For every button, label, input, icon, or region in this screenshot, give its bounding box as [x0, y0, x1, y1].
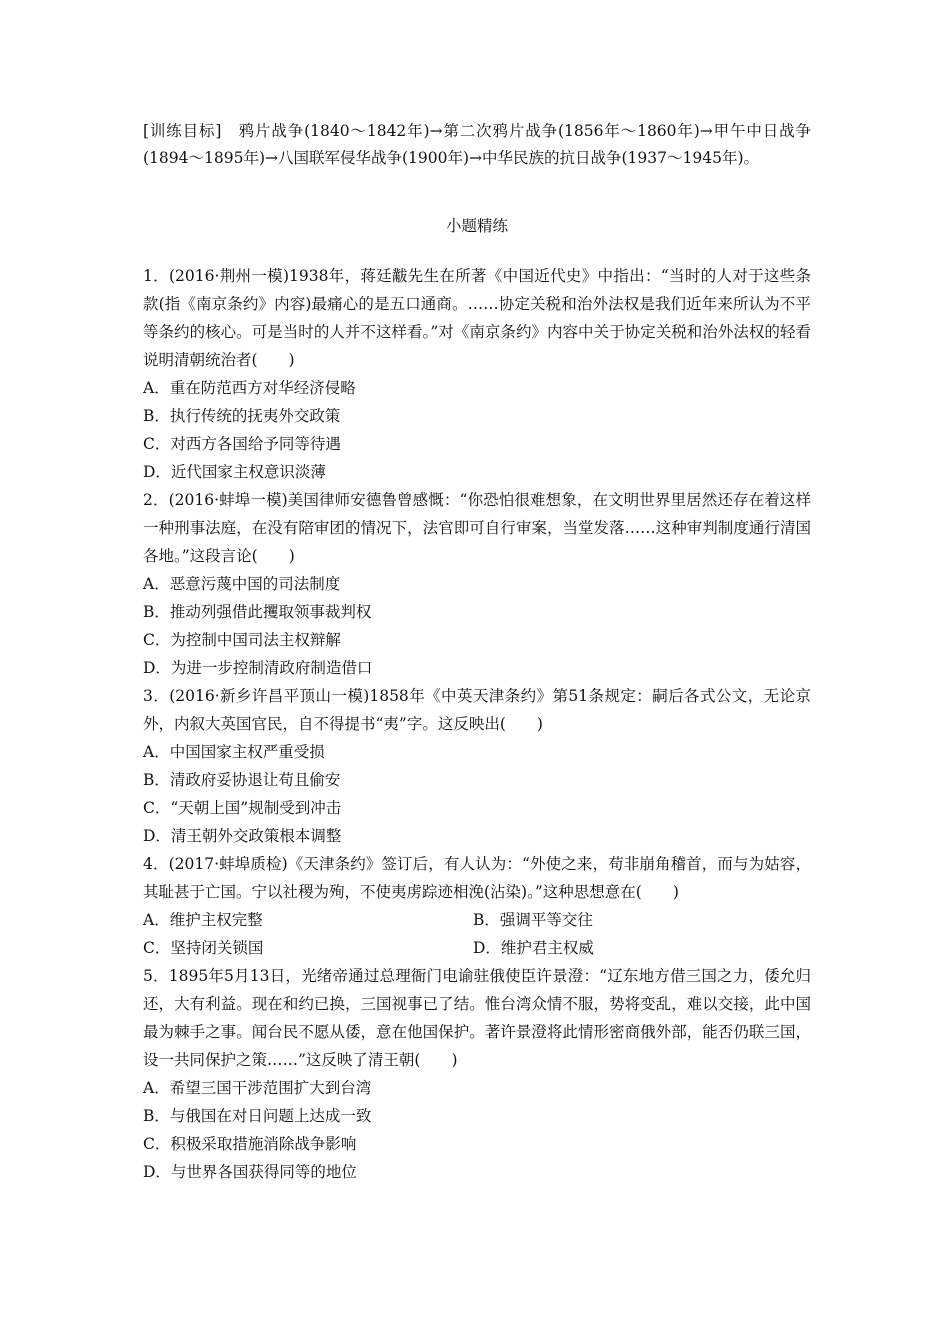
- question-stem: 1．(2016·荆州一模)1938年，蒋廷黻先生在所著《中国近代史》中指出：“当时的人对于这些条款(指《南京条约》内容)最痛心的是五口通商。……协定关税和治外法权是我们近年来所认为不平等条约的核心。可是当时的人并不这样看。”对《南京条约》内容中关于协定关税和治外法权的轻看说明清朝统治者( ): [143, 267, 811, 369]
- question-5: [143, 962, 811, 1186]
- option-b: B．清政府妥协退让苟且偷安: [143, 771, 341, 789]
- option-a: A．恶意污蔑中国的司法制度: [143, 575, 341, 593]
- option-row: [143, 934, 811, 962]
- question-stem: 5．1895年5月13日，光绪帝通过总理衙门电谕驻俄使臣许景澄：“辽东地方借三国之力，倭允归还，大有利益。现在和约已换，三国视事已了结。惟台湾众情不服，势将变乱，难以交接，此中国最为棘手之事。闻台民不愿从倭，意在他国保护。著许景澄将此情形密商俄外部，能否仍联三国，设一共同保护之策……”这反映了清王朝( ): [143, 967, 811, 1069]
- option-b: B．强调平等交往: [473, 911, 593, 929]
- option-d: D．为进一步控制清政府制造借口: [143, 659, 373, 677]
- option-row: [143, 906, 811, 934]
- question-4: [143, 850, 811, 962]
- option-d: D．与世界各国获得同等的地位: [143, 1163, 357, 1181]
- option-d: D．维护君主权威: [473, 939, 594, 957]
- option-d: D．清王朝外交政策根本调整: [143, 827, 342, 845]
- question-stem: 4．(2017·蚌埠质检)《天津条约》签订后，有人认为：“外使之来，苟非崩角稽首，而与为姑容，其耻甚于亡国。宁以社稷为殉，不使夷虏踪迹相浼(沾染)。”这种思想意在( ): [143, 855, 811, 901]
- training-goal: [训练目标] 鸦片战争(1840～1842年)→第二次鸦片战争(1856年～1860年)→甲午中日战争(1894～1895年)→八国联军侵华战争(1900年)→中华民族的抗日战争(1937～1945年)。: [143, 122, 811, 167]
- section-title: 小题精练: [445, 217, 508, 235]
- document-page: [143, 118, 811, 1186]
- question-1: [143, 262, 811, 486]
- option-c: C．对西方各国给予同等待遇: [143, 435, 341, 453]
- option-c: C．为控制中国司法主权辩解: [143, 631, 341, 649]
- option-b: B．与俄国在对日问题上达成一致: [143, 1107, 372, 1125]
- question-2: [143, 486, 811, 682]
- option-a: A．希望三国干涉范围扩大到台湾: [143, 1079, 372, 1097]
- option-b: B．推动列强借此攫取领事裁判权: [143, 603, 372, 621]
- option-b: B．执行传统的抚夷外交政策: [143, 407, 341, 425]
- option-a: A．中国国家主权严重受损: [143, 743, 325, 761]
- question-stem: 2．(2016·蚌埠一模)美国律师安德鲁曾感慨：“你恐怕很难想象，在文明世界里居然还存在着这样一种刑事法庭，在没有陪审团的情况下，法官即可自行审案，当堂发落……这种审判制度通行清国各地。”这段言论( ): [143, 491, 811, 565]
- option-c: C．坚持闭关锁国: [143, 939, 264, 957]
- option-d: D．近代国家主权意识淡薄: [143, 463, 326, 481]
- option-c: C．“天朝上国”规制受到冲击: [143, 799, 342, 817]
- option-a: A．重在防范西方对华经济侵略: [143, 379, 356, 397]
- option-c: C．积极采取措施消除战争影响: [143, 1135, 357, 1153]
- question-3: [143, 682, 811, 850]
- option-a: A．维护主权完整: [143, 911, 263, 929]
- question-stem: 3．(2016·新乡许昌平顶山一模)1858年《中英天津条约》第51条规定：嗣后各式公文，无论京外，内叙大英国官民，自不得提书“夷”字。这反映出( ): [143, 687, 811, 733]
